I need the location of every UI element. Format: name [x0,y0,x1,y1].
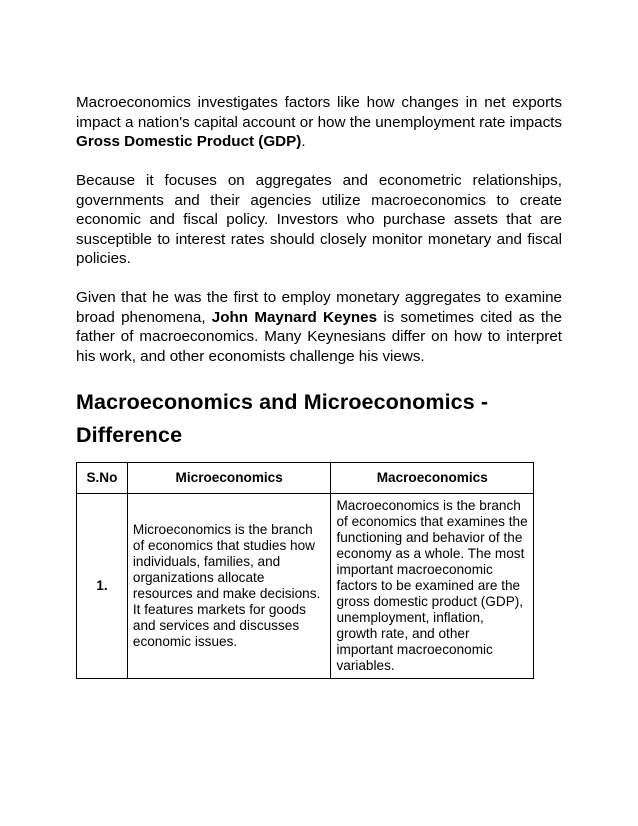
table-header-row [77,462,534,493]
header-sno: S.No [77,462,128,493]
table-row [77,493,534,678]
keynes-text: Given that he was the first to employ monetary aggregates to examine broad phenomena, [76,289,562,326]
paragraph-keynes [76,288,562,366]
comparison-table [76,462,534,679]
keynes-text-end: is sometimes cited as the father of macroeconomics. Many Keynesians differ on how to interpret his work, and other economists challenge his views. [76,308,562,365]
cell-microeconomics: Microeconomics is the branch of economics that studies how individuals, families, and organizations allocate resources and make decisions. It features markets for goods and services and discusses economic issues. [127,493,331,678]
section-heading: Macroeconomics and Microeconomics - Difference [76,389,489,447]
header-macroeconomics: Macroeconomics [331,462,534,493]
document-content [76,93,562,679]
intro-text: Macroeconomics investigates factors like how changes in net exports impact a nation's capital account or how the unemployment rate impacts [76,94,562,131]
cell-sno: 1. [77,493,128,678]
intro-text-end: . [301,133,306,150]
paragraph-macroeconomics-intro [76,93,562,152]
header-microeconomics: Microeconomics [127,462,331,493]
gdp-term: Gross Domestic Product (GDP) [76,133,302,150]
cell-macroeconomics: Macroeconomics is the branch of economics that examines the functioning and behavior of the economy as a whole. The most important macroeconomic factors to be examined are the gross domestic product (GDP), unemployment, inflation, growth rate, and other important macroeconomic variables. [331,493,534,678]
keynes-name: John Maynard Keynes [211,308,378,326]
paragraph-aggregates: Because it focuses on aggregates and econometric relationships, governments and their agencies utilize macroeconomics to create economic and fiscal policy. Investors who purchase assets that are susceptible to interest rates should closely monitor monetary and fiscal policies. [76,172,562,267]
